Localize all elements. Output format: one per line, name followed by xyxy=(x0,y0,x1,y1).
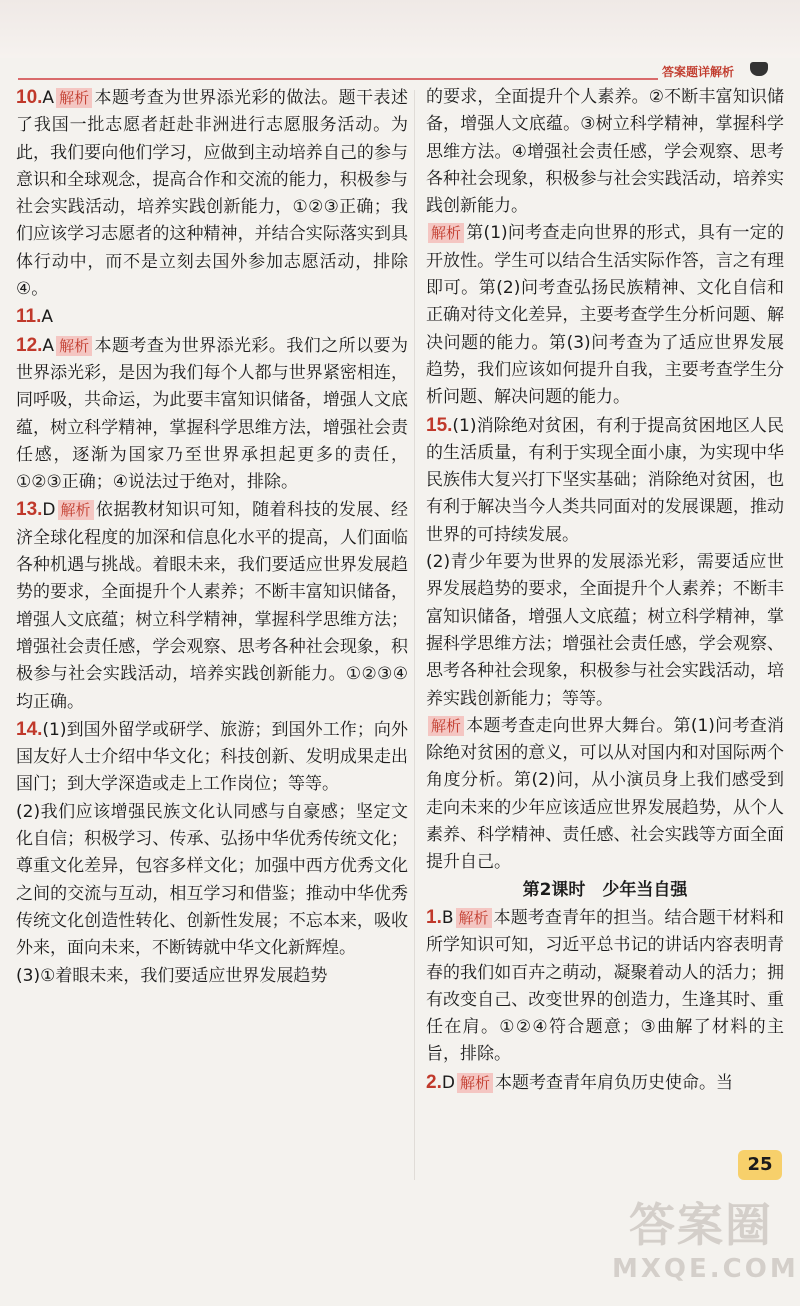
question-number: 1. xyxy=(426,906,442,928)
question-number: 11. xyxy=(16,306,42,328)
answer-text: (2)青少年要为世界的发展添光彩，需要适应世界发展趋势的要求，全面提升个人素养；不断丰富知识储备，增强人文底蕴；树立科学精神，掌握科学思维方法；增强社会责任感，学会观察、思考各种社会现象，积极参与社会实践活动，培养实践创新能力；等等。 xyxy=(426,552,784,709)
answer-text: 本题考查青年肩负历史使命。当 xyxy=(494,1072,733,1093)
column-divider xyxy=(414,90,415,1180)
top-band xyxy=(0,0,800,58)
answer-paragraph xyxy=(16,303,408,331)
analysis-tag: 解析 xyxy=(456,908,492,928)
answer-paragraph xyxy=(426,549,784,713)
page-number: 25 xyxy=(738,1150,782,1180)
answer-text: 本题考查为世界添光彩。我们之所以要为世界添光彩，是因为我们每个人都与世界紧密相连，同呼吸，共命运，为此要丰富知识储备，增强人文底蕴，树立科学精神，掌握科学思维方法，增强社会责任感，逐渐为国家乃至世界承担起更多的责任，①②③正确；④说法过于绝对，排除。 xyxy=(16,335,408,493)
analysis-tag: 解析 xyxy=(428,223,464,243)
answer-text: (2)我们应该增强民族文化认同感与自豪感；坚定文化自信；积极学习、传承、弘扬中华优秀传统文化；尊重文化差异，包容多样文化；加强中西方优秀文化之间的交流与互动，相互学习和借鉴；推动中华优秀传统文化创造性转化、创新性发展；不忘本来，吸收外来，面向未来，不断铸就中华文化新辉煌。 xyxy=(16,801,408,959)
right-column xyxy=(426,84,784,1097)
analysis-tag: 解析 xyxy=(58,500,94,520)
answer-choice: A xyxy=(42,335,55,356)
question-number: 10. xyxy=(16,87,43,108)
watermark-url: MXQE.COM xyxy=(612,1254,799,1284)
answer-text: 本题考查青年的担当。结合题干材料和所学知识可知，习近平总书记的讲话内容表明青春的我们如百卉之萌动，凝聚着动人的活力；拥有改变自己、改变世界的创造力，生逢其时、重任在肩。①②④符合题意；③曲解了材料的主旨，排除。 xyxy=(426,907,784,1065)
answer-text: 本题考查为世界添光彩的做法。题干表述了我国一批志愿者赶赴非洲进行志愿服务活动。为此，我们要向他们学习，应做到主动培养自己的参与意识和全球观念，提高合作和交流的能力，积极参与社会实践活动，培养实践创新能力，①②③正确；我们应该学习志愿者的这种精神，并结合实际落实到具体行动中，而不是立刻去国外参加志愿活动，排除④。 xyxy=(16,88,408,300)
question-number: 12. xyxy=(16,334,43,356)
question-number: 14. xyxy=(16,718,43,740)
answer-paragraph xyxy=(426,713,784,877)
answer-text: (1)消除绝对贫困，有利于提高贫困地区人民的生活质量，有利于实现全面小康，为实现中华民族伟大复兴打下坚实基础；消除绝对贫困，也有利于解决当今人类共同面对的发展课题，推动世界的可持续发展。 xyxy=(426,415,784,545)
graduation-cap-icon xyxy=(750,62,768,76)
answer-paragraph xyxy=(16,963,408,990)
answer-paragraph xyxy=(426,84,784,220)
question-number: 15. xyxy=(426,414,453,436)
analysis-tag: 解析 xyxy=(56,88,92,108)
answer-choice: A xyxy=(41,307,54,328)
answer-paragraph xyxy=(426,220,784,411)
header-label: 答案题详解析 xyxy=(662,65,735,79)
analysis-tag: 解析 xyxy=(428,716,464,736)
answer-text: 第(1)问考查走向世界的形式，具有一定的开放性。学生可以结合生活实际作答，言之有理即可。第(2)问考查弘扬民族精神、文化自信和正确对待文化差异，主要考查学生分析问题、解决问题的能力。第(3)问考查为了适应世界发展趋势，我们应该如何提升自我，主要考查学生分析问题、解决问题的能力。 xyxy=(426,223,784,408)
answer-choice: D xyxy=(42,500,56,521)
header-rule xyxy=(18,78,658,80)
answer-paragraph xyxy=(16,716,408,799)
answer-paragraph xyxy=(16,496,408,715)
answer-paragraph xyxy=(16,332,408,497)
analysis-tag: 解析 xyxy=(56,336,92,356)
answer-text: 依据教材知识可知，随着科技的发展、经济全球化程度的加深和信息化水平的提高，人们面临各种机遇与挑战。着眼未来，我们要适应世界发展趋势的要求，全面提升个人素养；不断丰富知识储备，增强人文底蕴；树立科学精神，掌握科学思维方法；增强社会责任感，学会观察、思考各种社会现象，积极参与社会实践活动，培养实践创新能力。①②③④均正确。 xyxy=(16,500,408,712)
answer-choice: B xyxy=(441,907,454,928)
question-number: 2. xyxy=(426,1071,442,1093)
analysis-tag: 解析 xyxy=(457,1073,493,1093)
answer-paragraph xyxy=(426,877,784,904)
watermark-text: 答案圈 xyxy=(629,1198,773,1252)
answer-choice: D xyxy=(441,1072,455,1093)
answer-text: (1)到国外留学或研学、旅游；到国外工作；向外国友好人士介绍中华文化；科技创新、发明成果走出国门；到大学深造或走上工作岗位；等等。 xyxy=(16,719,408,795)
answer-text: 第2课时 少年当自强 xyxy=(522,879,688,900)
watermark-logo xyxy=(612,1196,799,1300)
answer-paragraph xyxy=(426,1069,784,1097)
answer-paragraph xyxy=(426,412,784,549)
answer-text: (3)①着眼未来，我们要适应世界发展趋势 xyxy=(16,965,328,986)
answer-text: 本题考查走向世界大舞台。第(1)问考查消除绝对贫困的意义，可以从对国内和对国际两个角度分析。第(2)问，从小演员身上我们感受到走向未来的少年应该适应世界发展趋势，从个人素养、科学精神、责任感、社会实践等方面全面提升自己。 xyxy=(426,715,784,873)
question-number: 13. xyxy=(16,499,43,521)
answer-paragraph xyxy=(426,904,784,1069)
answer-paragraph xyxy=(16,799,408,963)
answer-text: 的要求，全面提升个人素养。②不断丰富知识储备，增强人文底蕴。③树立科学精神，掌握科学思维方法。④增强社会责任感，学会观察、思考各种社会现象，积极参与社会实践活动，培养实践创新能力。 xyxy=(426,87,784,217)
answer-paragraph xyxy=(16,84,408,303)
answer-choice: A xyxy=(42,88,55,108)
left-column xyxy=(16,84,408,990)
